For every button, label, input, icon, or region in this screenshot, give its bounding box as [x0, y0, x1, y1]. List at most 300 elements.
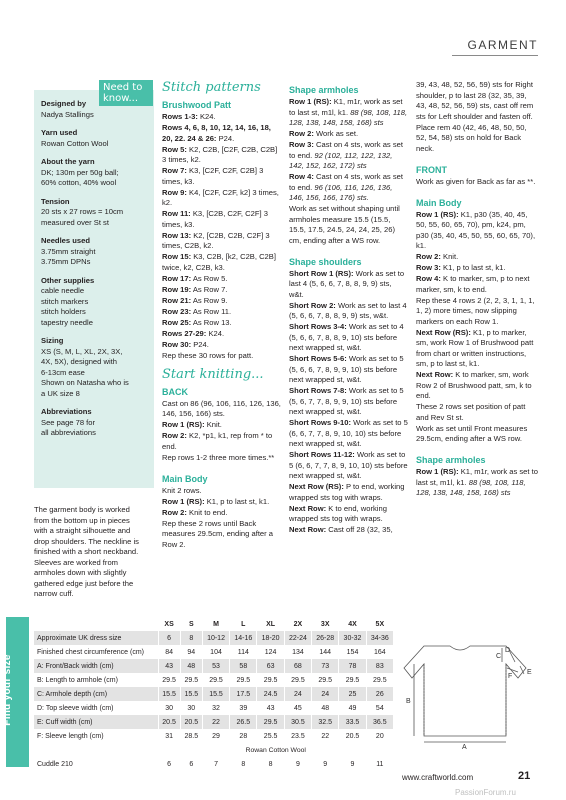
intro-line: drop shoulders. The neckline is [34, 536, 139, 546]
row-text: Work as set to last 4 (5, 6, 6, 7, 8, 8, 9, 9) sts, w&t. [289, 268, 405, 299]
size-cell: 20.5 [339, 729, 366, 743]
size-cell: 30-32 [339, 631, 366, 645]
size-cell: 20 [366, 729, 393, 743]
row-label: Row 1 (RS): [289, 97, 332, 106]
row-label: Short Rows 11-12: [289, 450, 355, 459]
spacer [416, 155, 538, 160]
size-cell: 25 [339, 687, 366, 701]
size-header-row [34, 617, 394, 631]
size-cell: 24 [312, 687, 339, 701]
size-cell: 22 [312, 729, 339, 743]
size-cell: 14-16 [230, 631, 257, 645]
intro-line: gathered edge just before the [34, 578, 134, 588]
size-cell: 8 [257, 757, 284, 771]
row-text: K1, m1r, work as set to last st, m1l, k1. [416, 467, 538, 487]
find-your-size-label: Find your size [2, 654, 13, 726]
size-cell: E: Cuff width (cm) [34, 715, 158, 729]
size-cell: 34-36 [366, 631, 393, 645]
info-line: See page 78 for [41, 417, 96, 427]
row-text: K4, [C2F, C2F, k2] 3 times, k2. [162, 187, 279, 207]
stitch-count: 88 (98, 108, 118, 128, 138, 148, 158, 168) sts [289, 107, 408, 127]
info-block [41, 197, 147, 229]
instruction [162, 285, 283, 296]
size-cell: 49 [339, 701, 366, 715]
row-text: K3, C2B, [k2, C2B, C2B] twice, k2, C2B, k3. [162, 252, 276, 272]
size-cell: 144 [312, 645, 339, 659]
row-text: K to marker, sm, work Row 2 of Brushwood patt, sm, k to end. [416, 370, 532, 400]
instruction [162, 145, 283, 166]
row-text: K to marker, sm, p to next marker, sm, k to end. [416, 274, 530, 294]
row-text: Work as set to last 4 (5, 6, 6, 7, 8, 8, 9, 9) sts, w&t. [289, 300, 407, 320]
instruction [289, 204, 408, 246]
info-block [41, 157, 147, 189]
size-cell: 25.5 [257, 729, 284, 743]
size-cell: 31 [158, 729, 180, 743]
size-cell: 54 [366, 701, 393, 715]
size-cell: 6 [158, 757, 180, 771]
size-cell: 28.5 [180, 729, 202, 743]
size-row [34, 687, 394, 701]
script-heading: Stitch patterns [162, 80, 261, 95]
size-cell: 53 [202, 659, 229, 673]
row-text: K24. [197, 112, 216, 121]
info-line: 3.75mm DPNs [41, 257, 91, 266]
instruction [289, 97, 408, 129]
size-cell: 30 [158, 701, 180, 715]
diagram-label-e: E [527, 669, 532, 676]
instruction [416, 177, 538, 188]
intro-line: from the bottom up in pieces [34, 515, 130, 525]
row-text: Knit. [440, 252, 459, 261]
size-row [34, 729, 394, 743]
section-heading: Main Body [162, 473, 208, 484]
diagram-label-b: B [406, 698, 411, 705]
info-line: DK; 130m per 50g ball; [41, 167, 119, 177]
row-text: Knit to end. [186, 507, 228, 517]
column-stitch-patterns [162, 80, 283, 551]
size-row [34, 701, 394, 715]
instruction [162, 497, 283, 508]
yarn-note-row [34, 743, 394, 757]
row-label: Row 1 (RS): [162, 496, 205, 506]
instruction [162, 318, 283, 329]
row-text: Knit. [204, 420, 222, 429]
instruction [416, 370, 538, 402]
info-block [41, 99, 103, 120]
size-cell: 29.5 [257, 673, 284, 687]
instruction [162, 123, 283, 144]
size-cell: 83 [366, 659, 393, 673]
instruction [162, 274, 283, 285]
size-cell: 26.5 [230, 715, 257, 729]
yarn-note: Rowan Cotton Wool [158, 743, 394, 757]
instruction [289, 140, 408, 172]
size-cell: 29.5 [202, 673, 229, 687]
size-cell: 6 [158, 631, 180, 645]
row-label: Next Row: [289, 503, 327, 513]
size-cell: 164 [366, 645, 393, 659]
size-cell: 29.5 [312, 673, 339, 687]
row-label: Short Rows 7-8: [289, 386, 347, 395]
instruction [289, 322, 408, 354]
row-label: Short Rows 5-6: [289, 354, 347, 363]
row-label: Short Rows 9-10: [289, 418, 352, 427]
size-cell: 45 [284, 701, 311, 715]
instruction [162, 431, 283, 452]
row-text: As Row 11. [191, 306, 232, 316]
row-label: Row 17: [162, 273, 192, 283]
row-text: Work as set to 5 (5, 6, 6, 7, 8, 9, 9, 10) sts before next wrapped st, w&t. [289, 354, 404, 384]
info-line: stitch holders [41, 307, 86, 316]
row-label: Row 7: [162, 166, 187, 175]
size-cell: 9 [284, 757, 311, 771]
size-cell: 29.5 [366, 673, 393, 687]
size-row [34, 659, 394, 673]
row-label: Row 3: [416, 263, 441, 272]
size-row [34, 715, 394, 729]
size-header-cell: XS [158, 617, 180, 631]
size-cell: C: Armhole depth (cm) [34, 687, 158, 701]
instruction [416, 80, 538, 122]
size-cell: 7 [202, 757, 229, 771]
info-block [41, 276, 147, 329]
size-cell: 17.5 [230, 687, 257, 701]
row-text: 39, 43, 48, 52, 56, 59) sts for Right shoulder, p to last 28 (32, 35, 39, 43, 48, 52, 56, 59) sts, cast off rem sts for Left shoulder and fasten off. [416, 80, 534, 121]
spacer [289, 247, 408, 252]
instruction [162, 112, 283, 123]
info-line: cable needle [41, 286, 85, 295]
info-line: 6-13cm ease [41, 367, 85, 377]
row-text: Work as set without shaping until armholes measure 15.5 (15.5, 15.5, 17.5, 24.5, 24, 24, 25, 26) cm, ending after a WS row. [289, 204, 400, 245]
size-cell: 84 [158, 645, 180, 659]
row-text: Cast on 4 sts, work as set to end. [289, 140, 403, 160]
row-label: Row 5: [162, 144, 187, 154]
intro-line: with a straight silhouette and [34, 526, 131, 535]
section-heading: Main Body [416, 197, 462, 208]
row-text: Cast on 86 (96, 106, 116, 126, 136, 146, 156, 166) sts. [162, 398, 281, 418]
size-cell: 9 [312, 757, 339, 771]
instruction [162, 209, 283, 230]
size-cell: 24.5 [257, 687, 284, 701]
section-heading: Brushwood Patt [162, 100, 231, 110]
info-block [41, 236, 147, 268]
size-row [34, 631, 394, 645]
size-cell: 104 [202, 645, 229, 659]
size-cell: 30.5 [284, 715, 311, 729]
instruction [416, 424, 538, 445]
info-line: Rowan Cotton Wool [41, 138, 109, 148]
section-heading: Shape shoulders [289, 256, 362, 267]
size-cell: 124 [257, 645, 284, 659]
row-label: Row 1 (RS): [162, 420, 205, 429]
instruction [162, 329, 283, 340]
size-cell: 32.5 [312, 715, 339, 729]
size-cell: 48 [312, 701, 339, 715]
row-text: Work as set to 4 (5, 6, 6, 7, 8, 8, 9, 10) sts before next wrapped st, w&t. [289, 322, 404, 352]
size-cell: B: Length to armhole (cm) [34, 673, 158, 687]
instruction [416, 123, 538, 155]
intro-line: The garment body is worked [34, 505, 130, 514]
footer-url[interactable]: www.craftworld.com [402, 773, 474, 782]
size-cell: 29.5 [230, 673, 257, 687]
size-cell: 22-24 [284, 631, 311, 645]
row-label: Short Row 1 (RS): [289, 268, 354, 278]
info-line: 60% cotton, 40% wool [41, 178, 117, 187]
row-label: Row 4: [416, 274, 441, 283]
section-title: GARMENT [467, 38, 538, 52]
size-cell: 29.5 [180, 673, 202, 687]
row-label: Row 2: [289, 129, 314, 138]
instruction [162, 307, 283, 318]
row-label: Next Row: [289, 525, 327, 534]
row-label: Row 25: [162, 317, 192, 327]
info-heading: Abbreviations [41, 407, 92, 416]
spacer [416, 445, 538, 450]
size-header-cell: L [230, 617, 257, 631]
size-cell: 8 [180, 631, 202, 645]
instruction [162, 231, 283, 252]
instruction [416, 274, 538, 295]
info-line: stitch markers [41, 296, 89, 306]
size-cell: 26-28 [312, 631, 339, 645]
instruction [289, 482, 408, 503]
row-label: Row 30: [162, 339, 192, 349]
row-label: Rows 4, 6, 8, 10, 12, 14, 16, 18, 20, 22. 24 & 26: [162, 123, 271, 143]
size-cell: D: Top sleeve width (cm) [34, 701, 158, 715]
size-cell: 43 [257, 701, 284, 715]
need-to-know-panel [34, 90, 154, 488]
row-text: Place rem 40 (42, 46, 48, 50, 50, 52, 54, 58) sts on hold for Back neck. [416, 122, 527, 153]
row-text: K2, C2B, [C2F, C2B, C2B] 3 times, k2. [162, 144, 278, 164]
size-cell: 29 [202, 729, 229, 743]
instruction [162, 399, 283, 420]
instruction [162, 420, 283, 431]
info-heading: Yarn used [41, 128, 78, 137]
row-label: Row 13: [162, 230, 192, 240]
instruction [289, 301, 408, 322]
size-header-cell [34, 617, 158, 631]
size-header-cell: M [202, 617, 229, 631]
size-cell: 9 [339, 757, 366, 771]
spacer [416, 188, 538, 193]
stitch-count: 96 (106, 116, 126, 136, 146, 156, 166, 176) sts. [289, 182, 393, 202]
info-block [41, 336, 147, 399]
row-text: Rep these 30 rows for patt. [162, 350, 254, 360]
info-heading: Other supplies [41, 275, 95, 285]
size-cell: 29.5 [158, 673, 180, 687]
size-cell: 24 [284, 687, 311, 701]
size-header-cell: XL [257, 617, 284, 631]
garment-diagram [402, 638, 538, 750]
row-text: As Row 7. [191, 284, 228, 294]
row-text: Rep these 2 rows until Back measures 29.5cm, ending after a Row 2. [162, 518, 274, 549]
row-text: Work as given for Back as far as **. [416, 176, 536, 186]
instruction [162, 188, 283, 209]
row-label: Row 2: [162, 507, 187, 517]
instruction [416, 328, 538, 370]
size-cell: 30 [180, 701, 202, 715]
size-cell: 22 [202, 715, 229, 729]
instruction [289, 418, 408, 450]
column-shape-armholes [289, 80, 408, 536]
intro-line: armholes down with slightly [34, 568, 127, 577]
row-label: Row 9: [162, 187, 187, 197]
row-text: K2, [C2B, C2B, C2F] 3 times, C2B, k2. [162, 230, 270, 250]
size-cell: 43 [158, 659, 180, 673]
intro-line: Sleeves are worked from [34, 557, 118, 567]
size-cell: 154 [339, 645, 366, 659]
instruction [416, 252, 538, 263]
info-line: tapestry needle [41, 317, 93, 327]
section-rule [452, 55, 538, 56]
size-cell: 73 [312, 659, 339, 673]
row-text: K to end, working wrapped sts tog with wraps. [289, 503, 387, 523]
instruction [416, 402, 538, 423]
size-cell: 11 [366, 757, 393, 771]
section-heading: Shape armholes [416, 455, 486, 465]
info-block [41, 128, 147, 149]
size-header-cell: 5X [366, 617, 393, 631]
instruction [162, 519, 283, 551]
info-block [41, 407, 147, 439]
row-text: Rep these 4 rows 2 (2, 2, 3, 1, 1, 1, 1, 2) more times, now slipping markers on each Row 1. [416, 295, 535, 326]
column-front [416, 80, 538, 499]
instruction [416, 210, 538, 252]
instruction [416, 296, 538, 328]
size-cell: 48 [180, 659, 202, 673]
info-heading: Needles used [41, 236, 90, 245]
spacer [162, 464, 283, 469]
row-text: Work as set to 5 (5, 6, 7, 7, 8, 9, 9, 10) sts before next wrapped st, w&t. [289, 386, 404, 416]
row-label: Row 4: [289, 172, 314, 181]
size-cell: 39 [230, 701, 257, 715]
row-text: K1, p30 (35, 40, 45, 50, 55, 60, 65, 70), pm, k24, pm, p30 (35, 40, 45, 50, 55, 60, 65, 70), k1. [416, 209, 536, 250]
row-label: Row 1 (RS): [416, 467, 459, 476]
instruction [416, 467, 538, 499]
section-heading: FRONT [416, 164, 447, 175]
info-heading: About the yarn [41, 157, 95, 166]
diagram-label-a: A [462, 744, 467, 750]
section-heading: BACK [162, 386, 188, 397]
need-to-know-tab: Need to know... [99, 80, 153, 106]
instruction [289, 269, 408, 301]
size-cell: 29.5 [257, 715, 284, 729]
instruction [289, 129, 408, 140]
row-text: As Row 9. [191, 295, 228, 305]
watermark: PassionForum.ru [455, 788, 516, 797]
instruction [416, 263, 538, 274]
info-heading: Tension [41, 196, 70, 206]
info-line: measured over St st [41, 217, 109, 227]
row-label: Row 3: [289, 140, 314, 149]
instruction [162, 486, 283, 497]
size-cell: Finished chest circumference (cm) [34, 645, 158, 659]
instruction [289, 504, 408, 525]
row-text: As Row 13. [191, 317, 232, 327]
size-cell: 18-20 [257, 631, 284, 645]
row-label: Next Row (RS): [416, 327, 471, 337]
row-label: Row 2: [162, 431, 187, 440]
row-label: Short Row 2: [289, 300, 336, 310]
row-label: Short Rows 3-4: [289, 322, 347, 331]
instruction [289, 525, 408, 536]
instruction [162, 508, 283, 519]
size-cell: Cuddle 210 [34, 757, 158, 771]
instruction [162, 252, 283, 273]
instruction [289, 386, 408, 418]
instruction [162, 296, 283, 307]
diagram-label-d: D [505, 647, 511, 654]
size-cell: F: Sleeve length (cm) [34, 729, 158, 743]
size-cell: 36.5 [366, 715, 393, 729]
size-cell: 29.5 [339, 673, 366, 687]
size-cell: 8 [230, 757, 257, 771]
info-heading: Sizing [41, 336, 64, 345]
size-table [34, 617, 394, 771]
size-cell: 26 [366, 687, 393, 701]
size-cell [34, 743, 158, 757]
row-label: Rows 27-29: [162, 328, 207, 338]
row-text: K24. [206, 328, 225, 338]
row-text: Work as set until Front measures 29.5cm, ending after a WS row. [416, 423, 528, 443]
info-heading: Designed by [41, 99, 87, 108]
size-cell: 68 [284, 659, 311, 673]
info-line: a UK size 8 [41, 388, 80, 398]
row-text: K1, p to last st, k1. [204, 496, 270, 506]
intro-line: finished with a short neckband. [34, 547, 139, 556]
size-cell: 20.5 [158, 715, 180, 729]
size-cell: 29.5 [284, 673, 311, 687]
instruction [162, 351, 283, 362]
row-label: Row 15: [162, 252, 192, 261]
row-label: Rows 1-3: [162, 112, 198, 121]
diagram-label-c: C [496, 653, 502, 660]
size-cell: Approximate UK dress size [34, 631, 158, 645]
row-label: Next Row: [416, 370, 454, 379]
info-line: 20 sts x 27 rows = 10cm [41, 207, 124, 216]
script-heading: Start knitting... [162, 366, 264, 382]
size-cell: 6 [180, 757, 202, 771]
size-header-cell: 4X [339, 617, 366, 631]
size-cell: 114 [230, 645, 257, 659]
info-line: Shown on Natasha who is [41, 378, 129, 387]
size-cell: 63 [257, 659, 284, 673]
instruction [162, 166, 283, 187]
row-text: K3, [C2F, C2F, C2B] 3 times, k3. [162, 166, 264, 186]
row-text: P24. [191, 339, 209, 349]
page-number: 21 [518, 770, 531, 782]
stitch-count: 88 (98, 108, 118, 128, 138, 148, 158, 168) sts [416, 477, 526, 497]
row-label: Row 2: [416, 252, 441, 261]
row-label: Row 19: [162, 284, 192, 294]
instruction [289, 172, 408, 204]
info-line: 3.75mm straight [41, 246, 96, 256]
size-cell: 33.5 [339, 715, 366, 729]
section-heading: Shape armholes [289, 85, 359, 95]
stitch-count: 92 (102, 112, 122, 132, 142, 152, 162, 172) sts [289, 150, 393, 170]
size-header-cell: 3X [312, 617, 339, 631]
size-cell: 58 [230, 659, 257, 673]
row-text: Work as set to 5 (6, 6, 7, 7, 8, 9, 10, 10) sts before next wrapped st, w&t. [289, 450, 408, 480]
row-text: K1, p to marker, sm, work Row 1 of Brushwood patt from chart or written instructions, sm, p to last st, k1. [416, 327, 534, 368]
row-text: Work as set to 5 (6, 6, 7, 7, 8, 9, 10, 10) sts before next wrapped st, w&t. [289, 418, 408, 448]
diagram-label-f: F [508, 673, 513, 680]
row-text: P24. [216, 133, 235, 143]
instruction [162, 453, 283, 464]
size-cell: 23.5 [284, 729, 311, 743]
instruction [289, 450, 408, 482]
row-text: Cast off 28 (32, 35, [326, 525, 393, 534]
